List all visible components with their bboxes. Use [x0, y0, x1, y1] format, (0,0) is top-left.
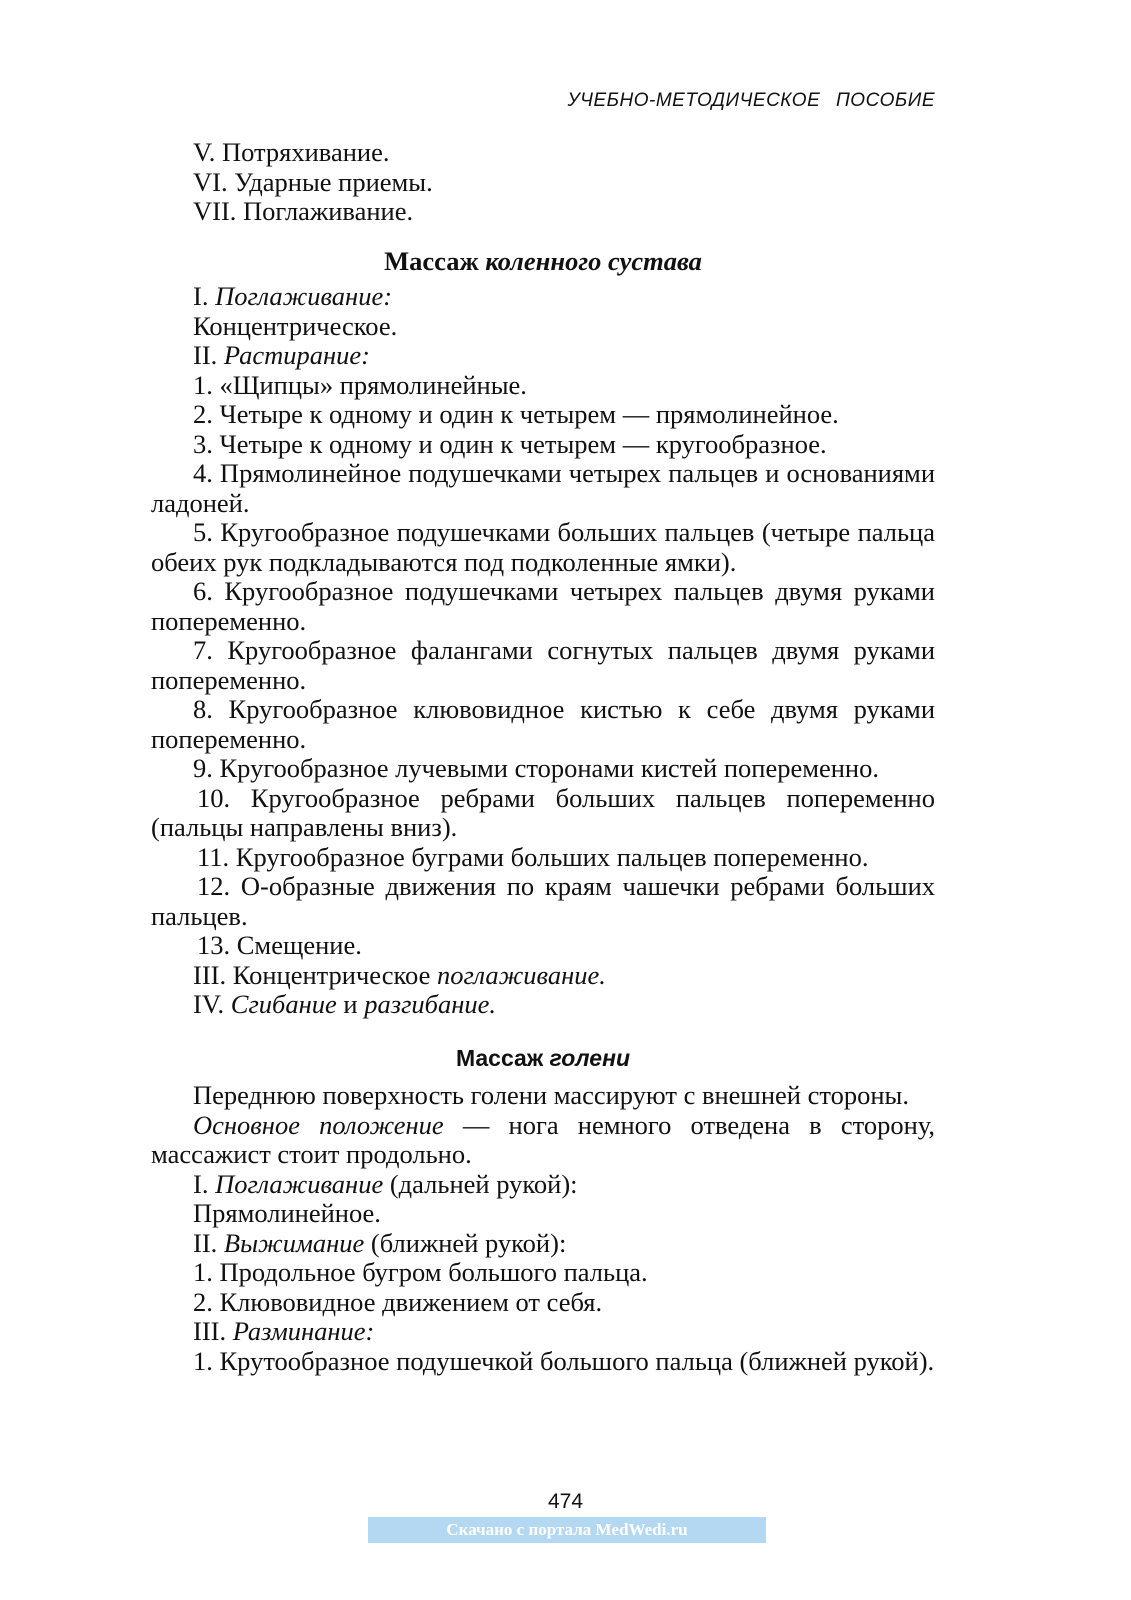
- list-item: 10. Кругообразное ребрами больших пальцев попеременно (пальцы направлены вниз).: [151, 782, 935, 842]
- running-head: УЧЕБНО-МЕТОДИЧЕСКОЕ ПОСОБИЕ: [567, 90, 935, 111]
- list-item: 8. Кругообразное клювовидное кистью к себе двумя руками попеременно.: [151, 694, 935, 754]
- list-item: 1. Крутообразное подушечкой большого пальца (ближней рукой).: [193, 1345, 935, 1376]
- list-item: 1. «Щипцы» прямолинейные.: [193, 369, 527, 400]
- list-item: 1. Продольное бугром большого пальца.: [193, 1257, 648, 1287]
- list-item: Концентрическое.: [193, 310, 398, 341]
- list-item: 7. Кругообразное фалангами согнутых пальцев двумя руками попеременно.: [151, 635, 935, 695]
- section-heading-shin: Массаж голени: [455, 1044, 631, 1071]
- list-item: 11. Кругообразное буграми больших пальцев попеременно.: [197, 841, 869, 872]
- page-content: [151, 138, 935, 1376]
- subsection-stroking: I. Поглаживание (дальней рукой):: [193, 1168, 578, 1199]
- section-heading-knee: Массаж коленного сустава: [384, 245, 702, 276]
- list-item: V. Потряхивание.: [193, 137, 390, 167]
- list-item: 2. Четыре к одному и один к четырем — прямолинейное.: [193, 399, 839, 429]
- subsection-stroking: I. Поглаживание:: [193, 281, 393, 311]
- subsection-squeezing: II. Выжимание (ближней рукой):: [193, 1227, 567, 1258]
- list-item: 2. Клювовидное движением от себя.: [193, 1286, 603, 1317]
- subsection-kneading: III. Разминание:: [193, 1316, 375, 1346]
- list-item: 5. Кругообразное подушечками больших пальцев (четыре пальца обеих рук подкладываются под подколенные ямки).: [151, 517, 935, 577]
- paragraph: Основное положение — нога немного отведена в сторону, массажист стоит продольно.: [151, 1109, 935, 1169]
- list-item: 13. Смещение.: [197, 930, 362, 960]
- watermark-banner: Скачано с портала MedWedi.ru: [368, 1517, 766, 1543]
- list-item: 12. О-образные движения по краям чашечки ребрами больших пальцев.: [151, 871, 935, 931]
- list-item: 9. Кругообразное лучевыми сторонами кистей попеременно.: [193, 753, 879, 783]
- list-item: VI. Ударные приемы.: [193, 166, 433, 197]
- subsection-concentric: III. Концентрическое поглаживание.: [193, 959, 606, 990]
- list-item: 4. Прямолинейное подушечками четырех пальцев и основаниями ладоней.: [151, 458, 935, 518]
- list-item: Прямолинейное.: [193, 1198, 381, 1228]
- list-item: 6. Кругообразное подушечками четырех пальцев двумя руками попеременно.: [151, 576, 935, 636]
- subsection-rubbing: II. Растирание:: [193, 340, 370, 370]
- page-number: 474: [547, 1490, 584, 1513]
- paragraph: Переднюю поверхность голени массируют с внешней стороны.: [193, 1080, 909, 1110]
- subsection-flexion: IV. Сгибание и разгибание.: [193, 989, 497, 1019]
- list-item: VII. Поглаживание.: [193, 196, 414, 226]
- list-item: 3. Четыре к одному и один к четырем — кругообразное.: [193, 428, 827, 459]
